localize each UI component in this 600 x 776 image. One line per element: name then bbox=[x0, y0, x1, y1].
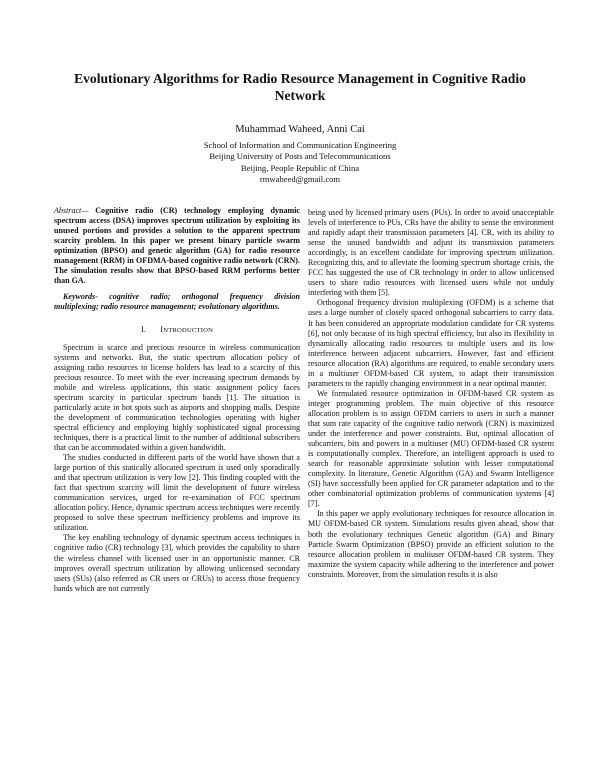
body-paragraph: being used by licensed primary users (PUs). In order to avoid unacceptable levels of interference to PUs, CRs have the ability to sense the environment and rapidly adapt their transmission parameters [4]. CR, with its ability to sense the unused bandwidth and adjust its transmission parameters accordingly, is an excellent candidate for improving spectrum utilization. Recognizing this, and to alleviate the looming spectrum shortage crisis, the FCC has suggested the use of CR technology in order to allow unlicensed users to share radio resources with licensed users while not unduly interfering with them [5]. bbox=[308, 208, 554, 298]
body-paragraph: The key enabling technology of dynamic spectrum access techniques is cognitive radio (CR) technology [3], which provides the capability to share the wireless channel with licensed user in an opportunistic manner. CR improves overall spectrum utilization by allowing unlicensed secondary users (SUs) (also referred as CR users or CRUs) to access those frequency bands which are not currently bbox=[54, 533, 300, 593]
affiliation-university: Beijing University of Posts and Telecommunications bbox=[209, 151, 391, 162]
right-column bbox=[308, 208, 554, 580]
body-paragraph: Orthogonal frequency division multiplexing (OFDM) is a scheme that uses a large number of closely spaced orthogonal subcarriers to carry data. It has been considered an appropriate modulation candidate for CR systems [6], not only because of its high spectral efficiency, but also its flexibility in dynamically allocating radio resources to multiple users and its low interference between adjacent subcarriers. However, fast and efficient resource allocation (RA) algorithms are required, to enable secondary users in a multiuser OFDM-based CR system, to adapt their transmission parameters to the rapidly changing environment in a near optimal manner. bbox=[308, 298, 554, 388]
paper-title: Evolutionary Algorithms for Radio Resource Management in Cognitive Radio Network bbox=[74, 71, 526, 103]
section-title-rest: NTRODUCTION bbox=[163, 327, 214, 335]
abstract bbox=[54, 206, 300, 286]
keywords-text: cognitive radio; orthogonal frequency division multiplexing; radio resource management; evolutionary algorithms. bbox=[54, 292, 300, 312]
section-heading-introduction bbox=[54, 325, 300, 336]
body-paragraph: Spectrum is scarce and precious resource in wireless communication systems and networks. But, the static spectrum allocation policy of assigning radio resources to license holders has lead to a scarcity of this precious resource. To meet with the ever increasing spectrum demands by mobile and wireless applications, this static assignment policy faces spectrum scarcity in particular spectrum bands [1]. The situation is particularly acute in hot spots such as airports and shopping malls. Despite the development of communication technologies operating with higher spectral efficiency and employing highly sophisticated signal processing techniques, there is a practical limit to the number of additional subscribers that can be accommodated within a given bandwidth. bbox=[54, 342, 300, 452]
section-number: I. bbox=[140, 325, 147, 335]
author-affiliation bbox=[100, 140, 500, 185]
keywords bbox=[54, 292, 300, 312]
body-paragraph: In this paper we apply evolutionary techniques for resource allocation in MU OFDM-based CR system. Simulations results given ahead, show that both the evolutionary techniques Genetic algorithm (GA) and Binary Particle Swarm Optimization (BPSO) provide an efficient solution to the resource allocation problem in multiuser OFDM-based CR system. They maximize the system capacity while adhering to the interference and power constraints. Moreover, from the simulation results it is also bbox=[308, 509, 554, 579]
affiliation-school: School of Information and Communication Engineering bbox=[203, 140, 397, 150]
body-paragraph: The studies conducted in different parts of the world have shown that a large portion of this statically allocated spectrum is used only sporadically and that spectrum utilization is very low [2]. This finding coupled with the fact that spectrum scarcity will limit the development of future wireless communication services, urged for re-examination of FCC spectrum allocation policy. Hence, dynamic spectrum access techniques were recently proposed to solve these spectrum inefficiency problems and improve its utilization. bbox=[54, 453, 300, 533]
author-names: Muhammad Waheed, Anni Cai bbox=[235, 124, 365, 135]
body-paragraph: We formulated resource optimization in OFDM-based CR system as integer programming problem. The main objective of this resource allocation problem is to assign OFDM carriers to users in such a manner that sum rate capacity of the cognitive radio network (CRN) is maximized under the interference and power constraints. But, optimal allocation of subcarriers, bits and powers in a multiuser (MU) OFDM-based CR system is computationally complex. Therefore, an intelligent approach is used to search for reasonable approximate solution with lesser computational complexity. In literature, Genetic Algorithm (GA) and Swarm Intelligence (SI) have successfully been applied for CR parameter adaptation and to the other combinatorial optimization problems of communication systems [4] [7]. bbox=[308, 388, 554, 509]
abstract-text: Cognitive radio (CR) technology employing dynamic spectrum access (DSA) improves spectrum utilization by exploiting its unused portions and provides a solution to the apparent spectrum scarcity problem. In this paper we present binary particle swarm optimization (BPSO) and genetic algorithm (GA) for radio resource management (RRM) in OFDMA-based cognitive radio network (CRN). The simulation results show that BPSO-based RRM performs better than GA. bbox=[54, 206, 300, 286]
left-column bbox=[54, 206, 300, 594]
author-email[interactable]: rmwaheed@gmail.com bbox=[259, 173, 341, 184]
section-title-initial: I bbox=[160, 325, 164, 335]
affiliation-location: Beijing, People Republic of China bbox=[240, 162, 360, 173]
abstract-label: Abstract— bbox=[54, 206, 89, 215]
keywords-label: Keywords- bbox=[63, 292, 98, 302]
